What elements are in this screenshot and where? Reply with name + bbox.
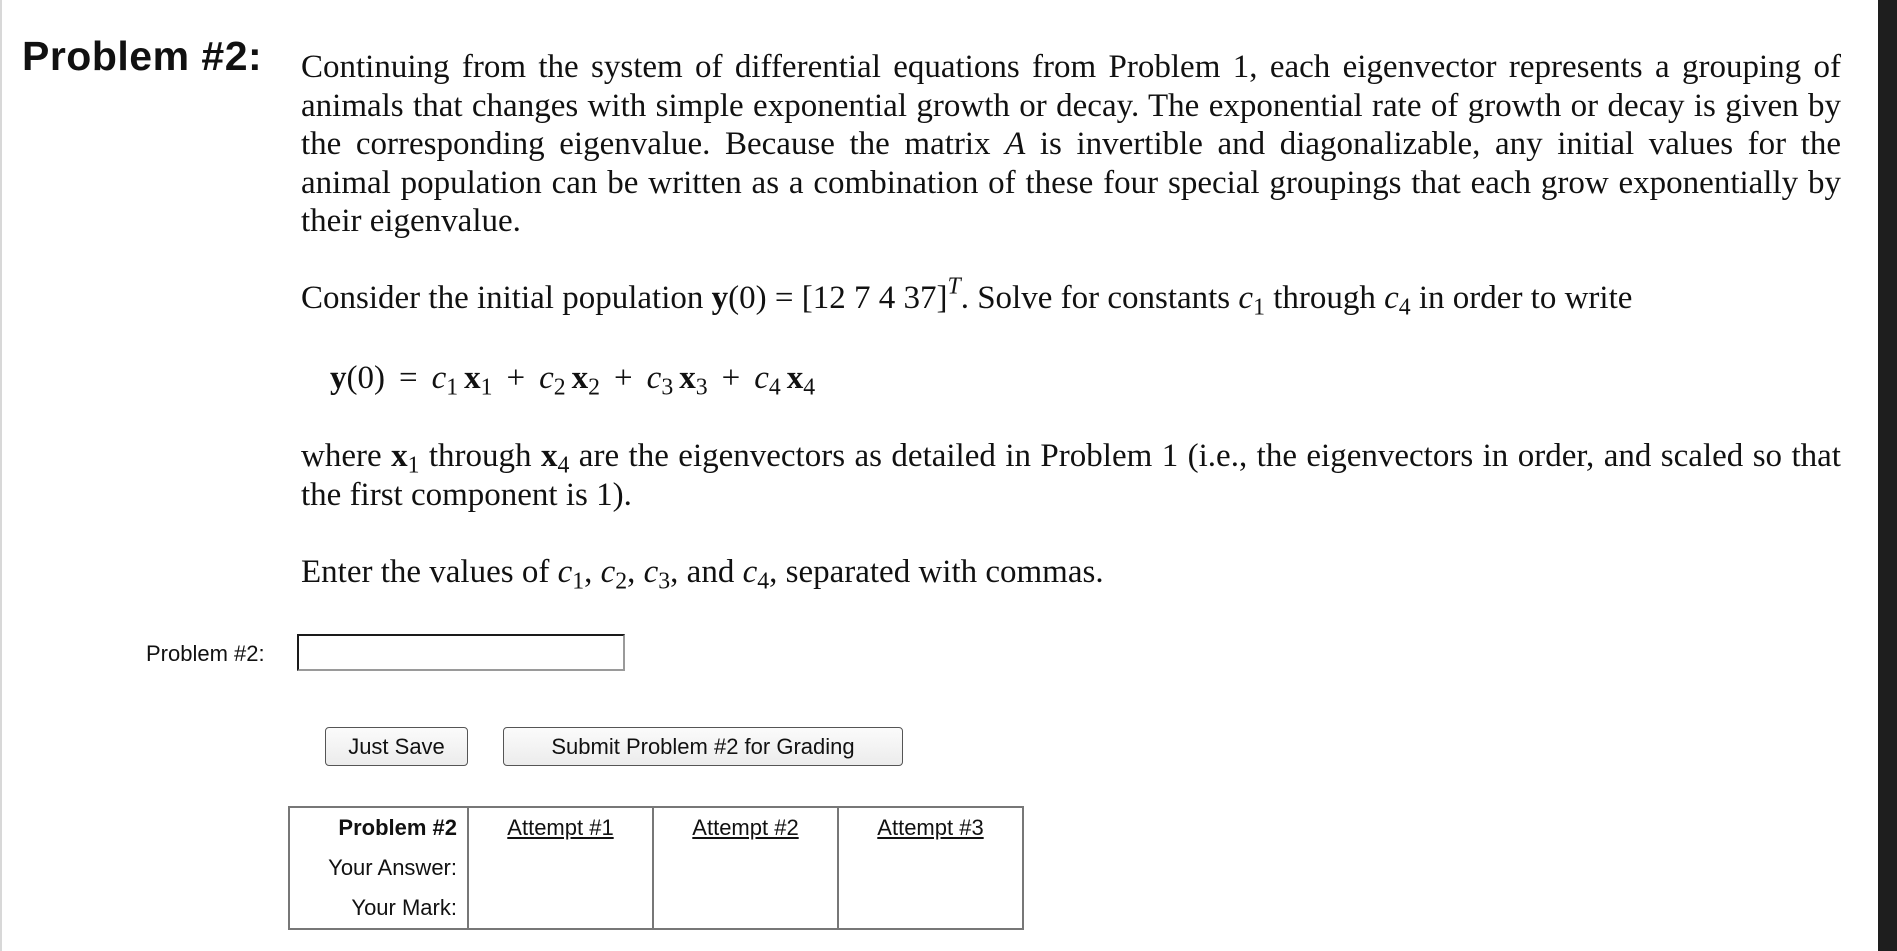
your-answer-label: Your Answer: xyxy=(289,848,468,888)
answer-input[interactable] xyxy=(297,634,625,671)
eq-c2-sub: 2 xyxy=(553,374,566,401)
eq-c3-sub: 3 xyxy=(661,374,674,401)
p3-tail: are the eigenvectors as detailed in Problem 1 (i.e., the eigenvectors in order, and scaled so that the first component is 1). xyxy=(301,438,1841,513)
p2-transpose: T xyxy=(947,273,961,300)
p3-x1-sub: 1 xyxy=(407,452,420,479)
eq-x2: x xyxy=(571,360,589,396)
p4-c1-sub: 1 xyxy=(572,568,585,595)
eq-y-arg: (0) xyxy=(346,360,385,396)
p3-through: through xyxy=(419,438,541,474)
p4-c1: c xyxy=(557,554,573,590)
eq-x4: x xyxy=(786,360,804,396)
eq-x1-sub: 1 xyxy=(480,374,493,401)
p4-c3-sub: 3 xyxy=(658,568,671,595)
eq-plus-3: + xyxy=(721,360,741,396)
p2-y-vector: y xyxy=(711,280,729,316)
attempt-2-mark xyxy=(653,888,838,929)
eq-x3-sub: 3 xyxy=(695,374,708,401)
paragraph-1-text: Continuing from the system of differential equations from Problem 1, each eigenvector represents a grouping of animals that changes with simple exponential growth or decay. The exponential rate of growth or decay is given by the corresponding eigenvalue. Because the matrix A is invertible and diagonalizable, any initial values for the animal population can be written as a combination of these four special groupings that each grow exponentially by their eigenvalue. xyxy=(301,49,1842,240)
attempt-1-mark xyxy=(468,888,653,929)
problem-heading: Problem #2: xyxy=(22,33,263,79)
p4-and: , and xyxy=(670,554,743,590)
p2-c-sub-4: 4 xyxy=(1398,294,1411,321)
decomposition-equation xyxy=(330,358,816,401)
p4-c2: c xyxy=(600,554,616,590)
p2-through: through xyxy=(1264,280,1385,316)
eq-c2: c xyxy=(539,360,554,396)
problem-statement xyxy=(301,48,1841,241)
eq-plus-1: + xyxy=(506,360,526,396)
p2-y-arg: (0) xyxy=(728,280,767,316)
eq-c1: c xyxy=(431,360,447,396)
attempts-table xyxy=(288,806,1024,930)
attempt-2-header xyxy=(653,807,838,848)
p4-tail: , separated with commas. xyxy=(769,554,1104,590)
your-mark-row xyxy=(289,888,1023,929)
attempt-3-header xyxy=(838,807,1023,848)
attempt-1-answer xyxy=(468,848,653,888)
p4-c2-sub: 2 xyxy=(615,568,628,595)
p3-x4: x xyxy=(540,438,558,474)
p4-lead: Enter the values of xyxy=(301,554,558,590)
p2-c-sub-1: 1 xyxy=(1253,294,1265,321)
submit-for-grading-button[interactable]: Submit Problem #2 for Grading xyxy=(503,727,903,766)
problem-paragraph-2 xyxy=(301,273,1633,321)
p3-x1: x xyxy=(391,438,408,474)
your-answer-row xyxy=(289,848,1023,888)
eq-x1: x xyxy=(464,360,481,396)
eq-x3: x xyxy=(679,360,696,396)
right-edge-panel xyxy=(1878,0,1897,951)
p2-c: c xyxy=(1238,280,1254,316)
p2-initial-vector: [12 7 4 37] xyxy=(801,280,948,316)
problem-paragraph-3 xyxy=(301,437,1841,514)
p2-mid: . Solve for constants xyxy=(960,280,1239,316)
eq-c1-sub: 1 xyxy=(446,374,459,401)
eq-plus-2: + xyxy=(614,360,633,396)
matrix-a-symbol: A xyxy=(1005,126,1026,163)
eq-y: y xyxy=(330,360,347,396)
attempt-1-link[interactable]: Attempt #1 xyxy=(507,815,614,840)
answer-label: Problem #2: xyxy=(146,641,265,666)
p3-x4-sub: 4 xyxy=(557,452,570,479)
attempt-3-answer xyxy=(838,848,1023,888)
p2-equals: = xyxy=(766,280,802,316)
p4-c4: c xyxy=(742,554,758,590)
your-mark-label: Your Mark: xyxy=(289,888,468,929)
eq-x2-sub: 2 xyxy=(588,374,601,401)
attempt-3-link[interactable]: Attempt #3 xyxy=(877,815,984,840)
p2-lead: Consider the initial population xyxy=(301,280,712,316)
eq-c3: c xyxy=(646,360,662,396)
attempt-2-link[interactable]: Attempt #2 xyxy=(692,815,799,840)
p3-where: where xyxy=(301,438,392,474)
p2-tail: in order to write xyxy=(1410,280,1633,316)
page-left-border xyxy=(0,0,2,951)
eq-c4: c xyxy=(754,360,769,396)
problem-paragraph-4 xyxy=(301,553,1104,595)
p4-comma-2: , xyxy=(627,554,644,590)
p4-comma-1: , xyxy=(584,554,601,590)
attempts-table-title: Problem #2 xyxy=(289,807,468,848)
eq-equals: = xyxy=(398,360,418,396)
attempts-header-row xyxy=(289,807,1023,848)
attempt-1-header xyxy=(468,807,653,848)
attempt-2-answer xyxy=(653,848,838,888)
problem-paragraph-1 xyxy=(301,48,1841,241)
p4-c3: c xyxy=(643,554,659,590)
just-save-button[interactable]: Just Save xyxy=(325,727,468,766)
p4-c4-sub: 4 xyxy=(757,568,770,595)
p2-c-4: c xyxy=(1384,280,1399,316)
eq-c4-sub: 4 xyxy=(768,374,781,401)
eq-x4-sub: 4 xyxy=(803,374,816,401)
attempt-3-mark xyxy=(838,888,1023,929)
